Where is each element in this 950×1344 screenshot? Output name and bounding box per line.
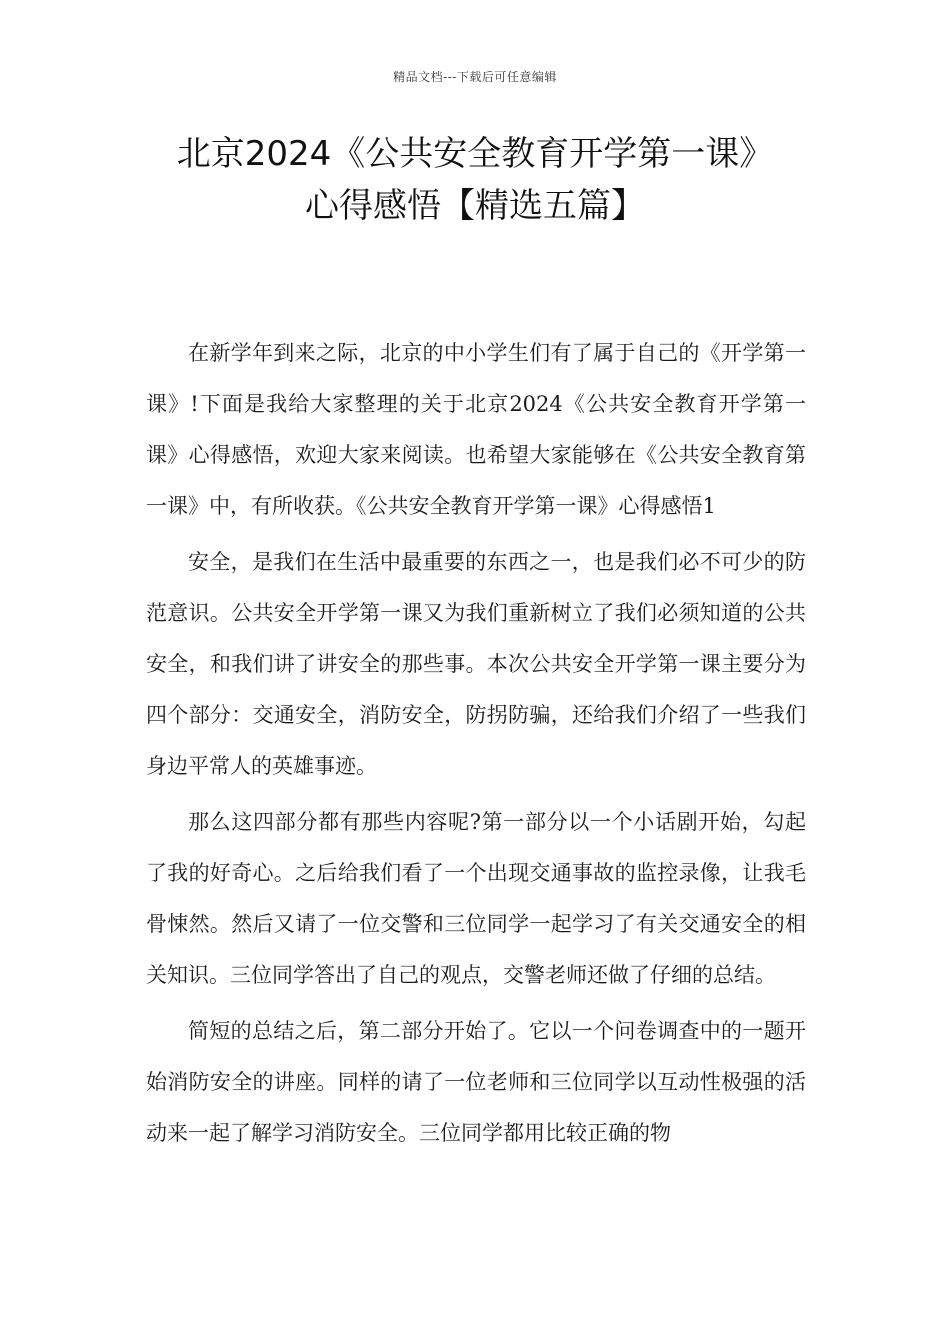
title-line-1: 北京2024《公共安全教育开学第一课》 <box>176 134 774 174</box>
header-note: 精品文档---下载后可任意编辑 <box>393 70 557 84</box>
paragraph-3: 那么这四部分都有那些内容呢?第一部分以一个小话剧开始，勾起了我的好奇心。之后给我们看了一个出现交通事故的监控录像，让我毛骨悚然。然后又请了一位交警和三位同学一起学习了有关交通安全的相关知识。三位同学答出了自己的观点，交警老师还做了仔细的总结。 <box>146 810 806 987</box>
paragraph-2: 安全，是我们在生活中最重要的东西之一，也是我们必不可少的防范意识。公共安全开学第一课又为我们重新树立了我们必须知道的公共安全，和我们讲了讲安全的那些事。本次公共安全开学第一课主要分为四个部分：交通安全，消防安全，防拐防骗，还给我们介绍了一些我们身边平常人的英雄事迹。 <box>146 550 806 778</box>
paragraph-1: 在新学年到来之际，北京的中小学生们有了属于自己的《开学第一课》!下面是我给大家整理的关于北京2024《公共安全教育开学第一课》心得感悟，欢迎大家来阅读。也希望大家能够在《公共安全教育第一课》中，有所收获。《公共安全教育开学第一课》心得感悟1 <box>146 341 806 518</box>
paragraph-4: 简短的总结之后，第二部分开始了。它以一个问卷调查中的一题开始消防安全的讲座。同样的请了一位老师和三位同学以互动性极强的活动来一起了解学习消防安全。三位同学都用比较正确的物 <box>146 1019 806 1145</box>
document-body <box>146 328 806 1164</box>
document-title <box>60 128 890 232</box>
title-line-2: 心得感悟【精选五篇】 <box>305 186 645 226</box>
